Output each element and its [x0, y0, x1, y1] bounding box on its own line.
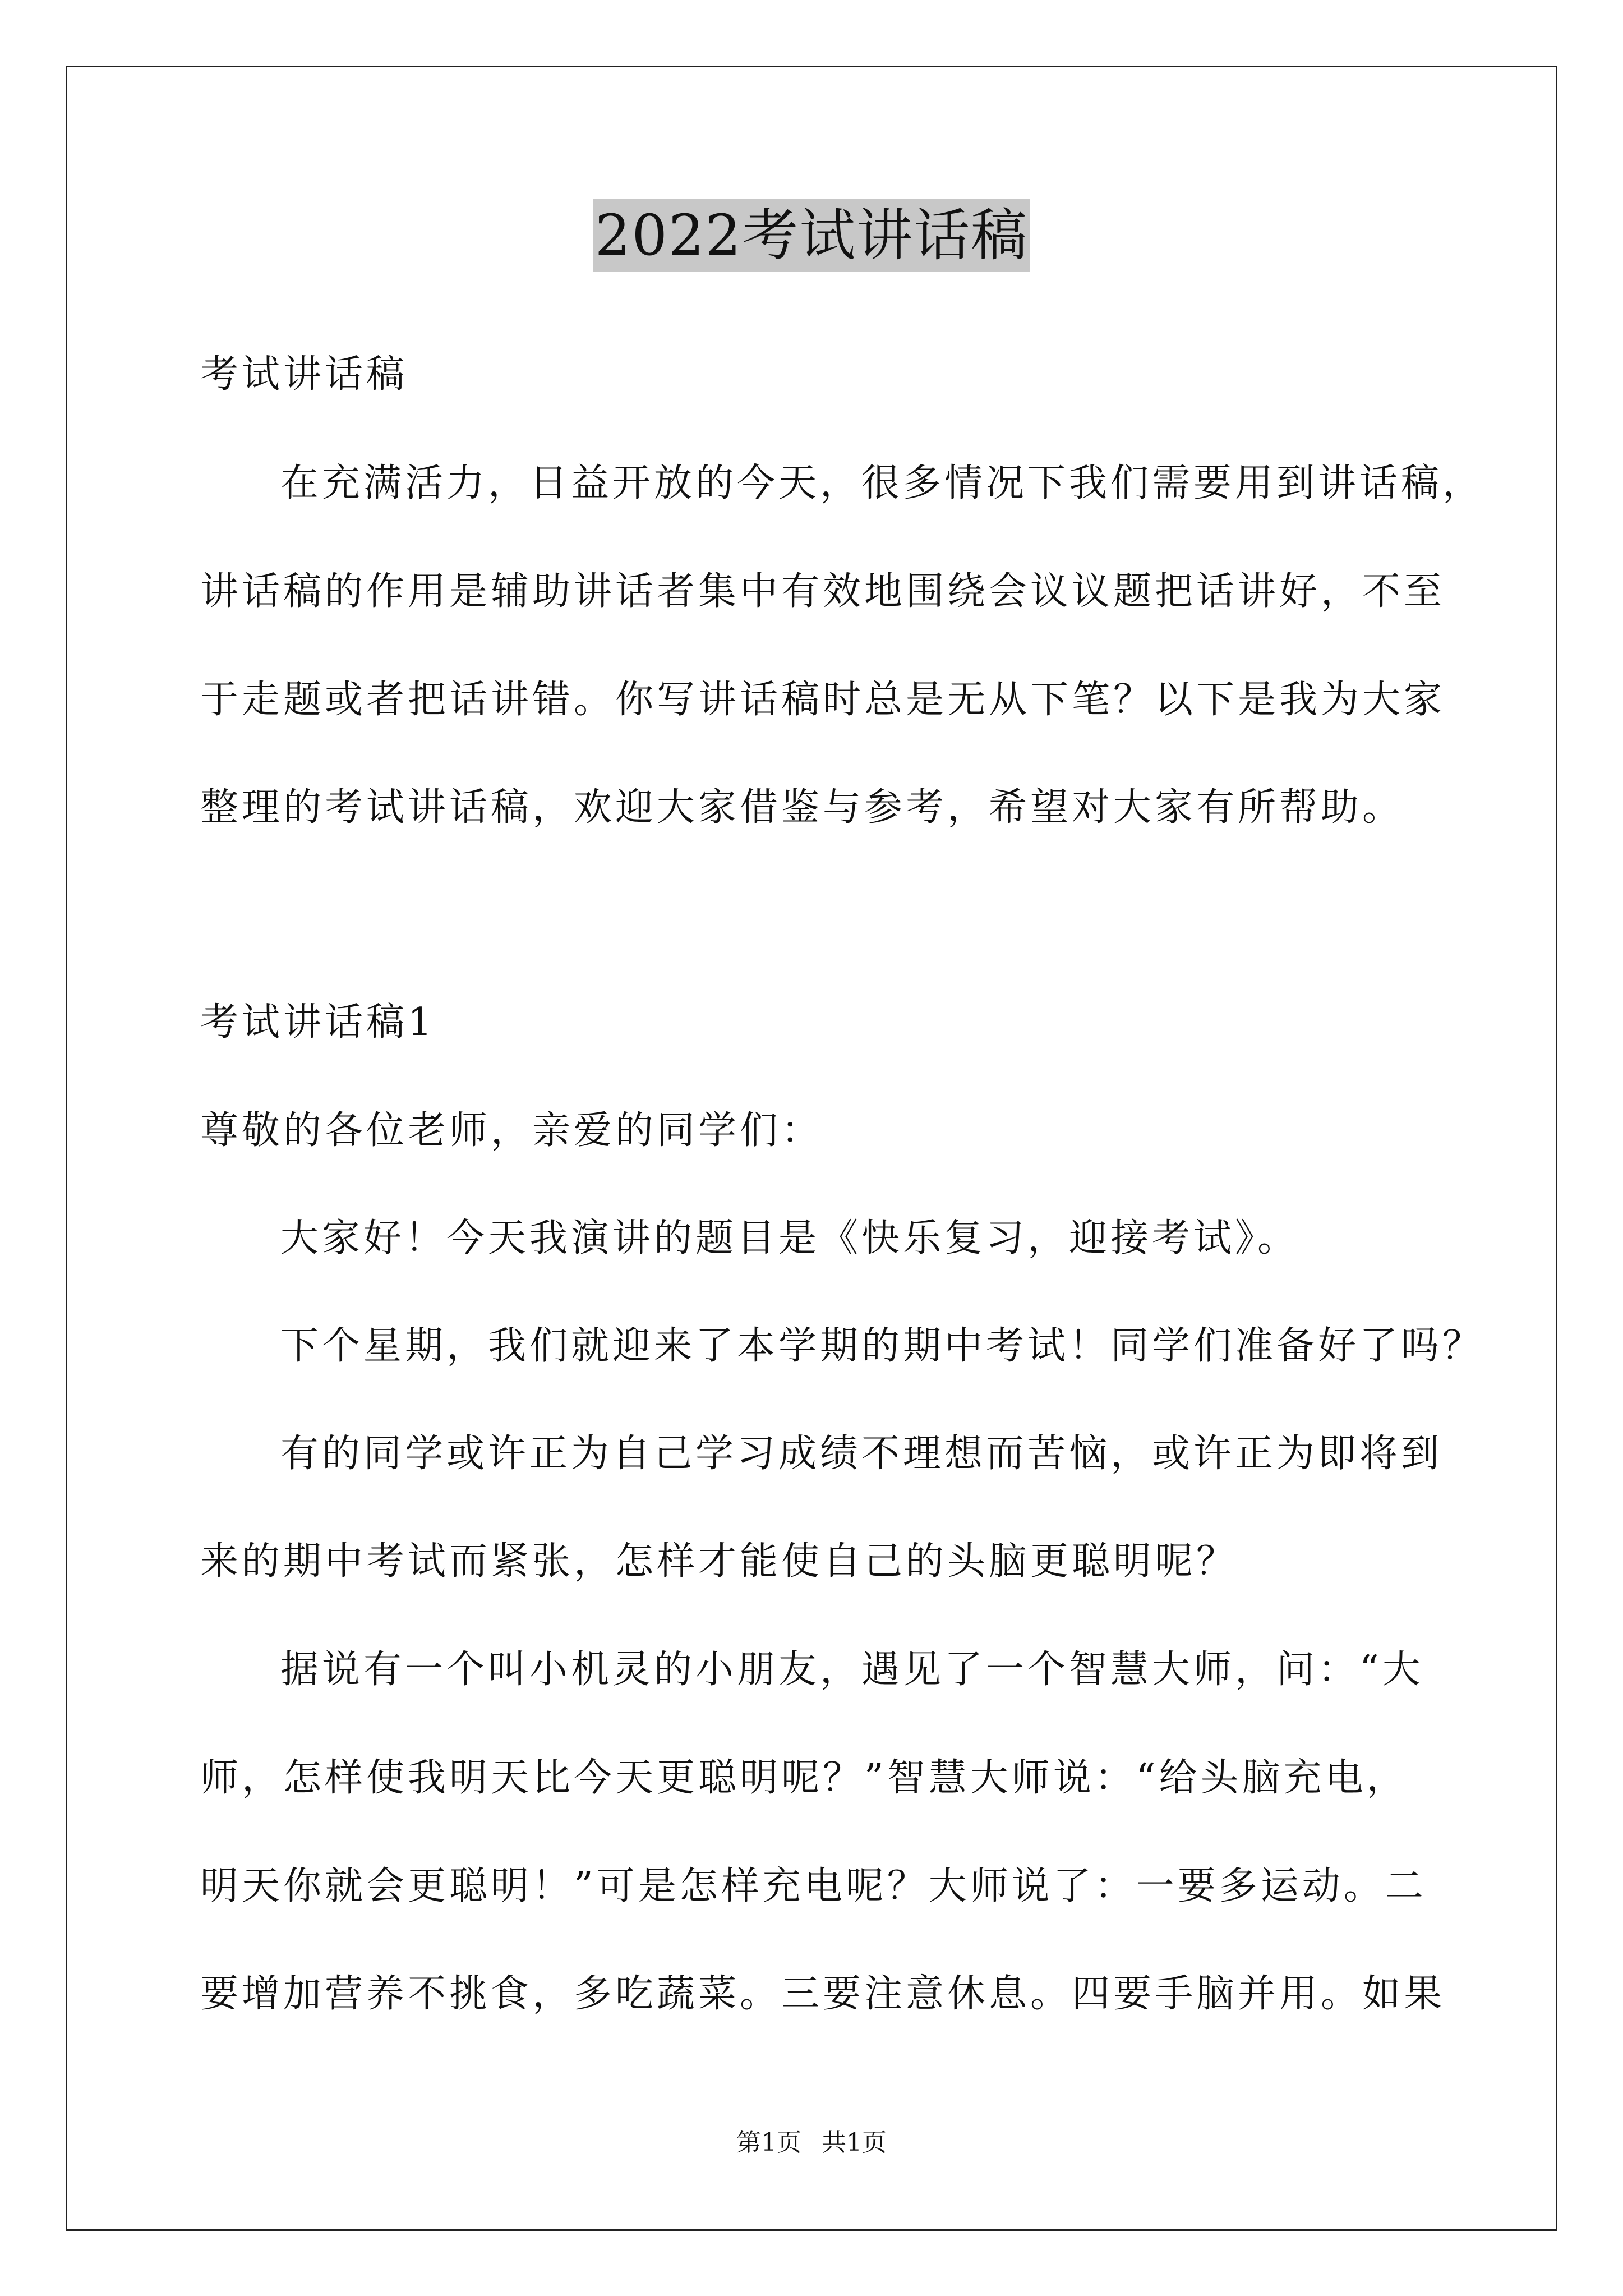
paragraph-line: 下个星期，我们就迎来了本学期的期中考试！同学们准备好了吗？	[280, 1324, 1484, 1368]
paragraph-line: 有的同学或许正为自己学习成绩不理想而苦恼，或许正为即将到	[280, 1432, 1443, 1476]
page-footer	[0, 2126, 1623, 2160]
paragraph-line: 整理的考试讲话稿，欢迎大家借鉴与参考，希望对大家有所帮助。	[200, 785, 1404, 830]
paragraph-line: 大家好！今天我演讲的题目是《快乐复习，迎接考试》。	[280, 1216, 1299, 1260]
intro-heading: 考试讲话稿	[200, 352, 408, 397]
page-total: 共1页	[822, 2128, 887, 2157]
paragraph-line: 师，怎样使我明天比今天更聪明呢？”智慧大师说：“给头脑充电，	[200, 1756, 1408, 1800]
section-heading: 考试讲话稿1	[200, 1000, 436, 1045]
title-container	[0, 199, 1623, 272]
paragraph-line: 于走题或者把话讲错。你写讲话稿时总是无从下笔？以下是我为大家	[200, 678, 1446, 722]
paragraph-line: 来的期中考试而紧张，怎样才能使自己的头脑更聪明呢？	[200, 1539, 1238, 1584]
paragraph-line: 明天你就会更聪明！”可是怎样充电呢？大师说了：一要多运动。二	[200, 1864, 1427, 1908]
paragraph-line: 据说有一个叫小机灵的小朋友，遇见了一个智慧大师，问：“大	[280, 1648, 1424, 1692]
paragraph-line: 要增加营养不挑食，多吃蔬菜。三要注意休息。四要手脑并用。如果	[200, 1972, 1446, 2016]
salutation: 尊敬的各位老师，亲爱的同学们：	[200, 1108, 823, 1153]
paragraph-line: 讲话稿的作用是辅助讲话者集中有效地围绕会议议题把话讲好，不至	[200, 569, 1446, 614]
page-number: 第1页	[736, 2128, 801, 2157]
document-title: 2022考试讲话稿	[593, 199, 1031, 272]
paragraph-line: 在充满活力，日益开放的今天，很多情况下我们需要用到讲话稿，	[280, 461, 1484, 505]
